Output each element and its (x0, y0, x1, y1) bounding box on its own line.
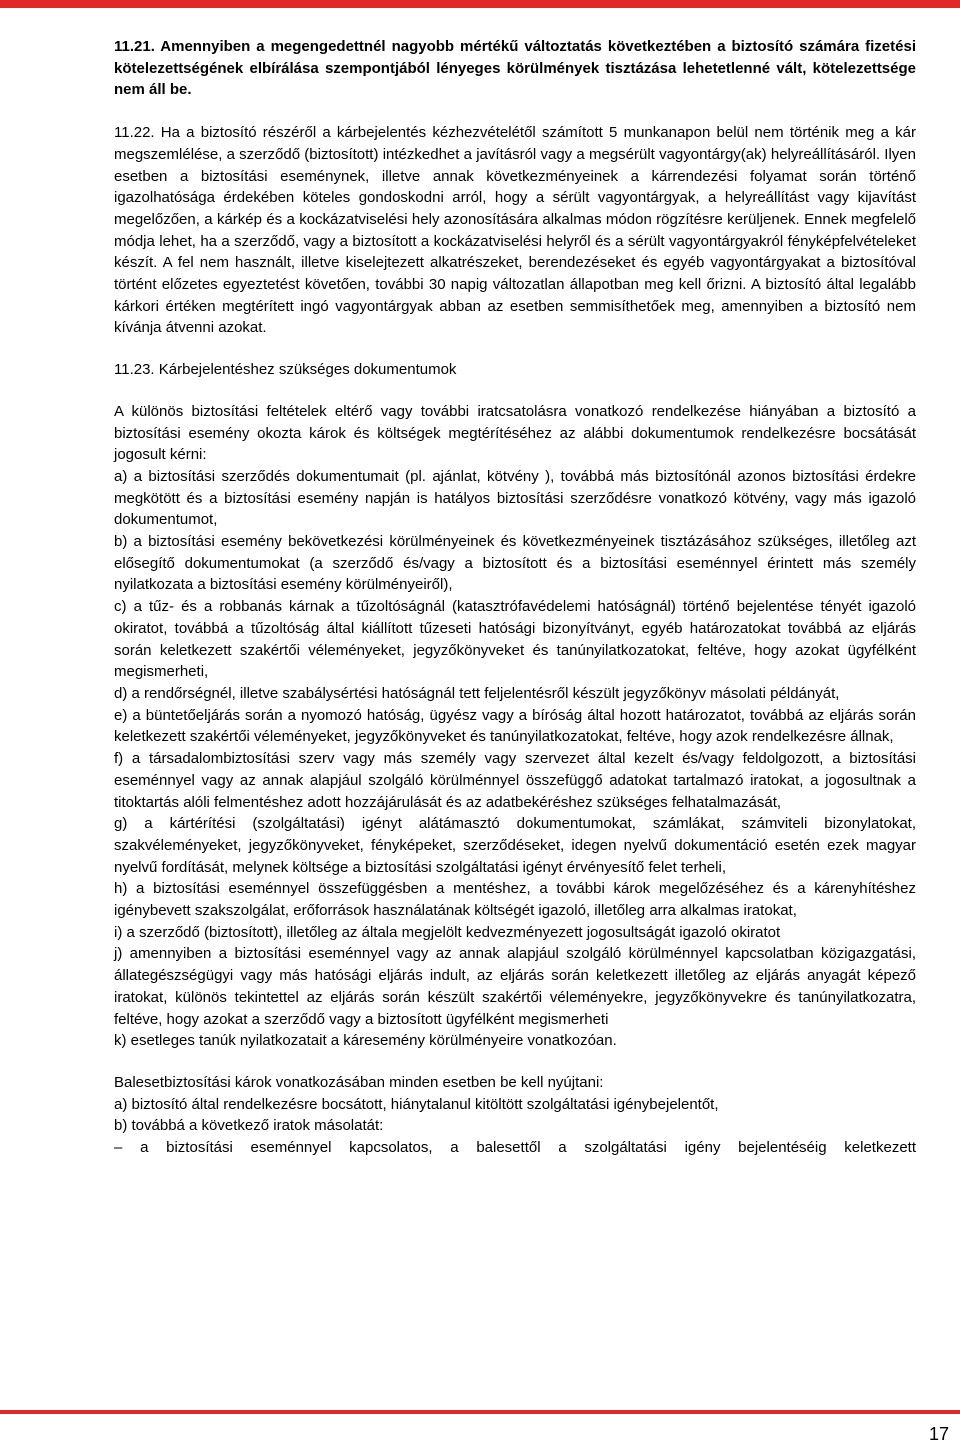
accident-list-item-a: a) biztosító által rendelkezésre bocsátott, hiánytalanul kitöltött szolgáltatási igénybejelentőt, (114, 1095, 719, 1113)
document-list-item-h: h) a biztosítási eseménnyel összefüggésben a mentéshez, a további károk megelőzéséhez és a kárenyhítéshez igénybevett szakszolgálat, erőforrások használatának költségét igazoló, illetőleg arra alkalmas iratokat, (114, 880, 916, 920)
page-number: 17 (928, 1424, 949, 1444)
accident-section-intro: Balesetbiztosítási károk vonatkozásában minden esetben be kell nyújtani: (114, 1073, 604, 1091)
document-list-item-k: k) esetleges tanúk nyilatkozatait a káresemény körülményeire vonatkozóan. (114, 1032, 617, 1050)
document-list-item-a: a) a biztosítási szerződés dokumentumait (pl. ajánlat, kötvény ), továbbá más biztosítónál azonos biztosítási érdekre megkötött és a biztosítási esemény napján is hatályos biztosítási szerződésre vonatkozó kötvény, vagy más igazoló dokumentumot, (114, 467, 916, 529)
document-list-item-c: c) a tűz- és a robbanás kárnak a tűzoltóságnál (katasztrófavédelemi hatóságnál) történő bejelentése tényét igazoló okiratot, továbbá a tűzoltóság által kiállított tűzeseti hatósági bizonyítványt, egyéb határozatokat továbbá az eljárás során keletkezett szakértői véleményeket, jegyzőkönyveket és tanúnyilatkozatokat, feltéve, hogy azokat ügyfélként megismerheti, (114, 598, 916, 681)
footer-rule (0, 1410, 960, 1414)
section-11-23-title: 11.23. Kárbejelentéshez szükséges dokumentumok (114, 361, 457, 379)
document-list-item-f: f) a társadalombiztosítási szerv vagy más személy vagy szervezet által kezelt és/vagy feldolgozott, a biztosítási eseménnyel vagy az annak alapjául szolgáló körülménnyel összefüggő adatokat tartalmazó iratokat, a jogosultnak a titoktartás alóli felmentéshez adott hozzájárulását és az adatbekéréshez szükséges felhatalmazását, (114, 750, 916, 811)
document-list-item-b: b) a biztosítási esemény bekövetkezési körülményeinek és következményeinek tisztázásához szükséges, illetőleg azt elősegítő dokumentumokat (a szerződő és/vagy a biztosított és a biztosítási eseménnyel érintett más személy nyilatkozata a biztosítási esemény körülményeiről), (114, 533, 916, 594)
document-list-item-j: j) amennyiben a biztosítási eseménnyel vagy az annak alapjául szolgáló körülménnyel kapcsolatban közigazgatási, állategészségügyi vagy más hatósági eljárás indult, az eljárás során keletkezett illetőleg az eljárás anyagát képező iratokat, különös tekintettel az eljárás során készült szakértői véleményekre, jegyzőkönyvekre és tanúnyilatkozatra, feltéve, hogy azokat a szerződő vagy a biztosított ügyfélként megismerheti (114, 945, 916, 1028)
section-11-22: 11.22. Ha a biztosító részéről a kárbejelentés kézhezvételétől számított 5 munkanapon belül nem történik meg a kár megszemlélése, a szerződő (biztosított) intézkedhet a javításról vagy a megsérült vagyontárgy(ak) helyreállításáról. Ilyen esetben a biztosítási eseménynek, illetve annak következményeinek a kárrendezési folyamat során történő igazolhatósága érdekében köteles gondoskodni arról, hogy a sérült vagyontárgyak, a helyreállítást vagy kijavítást megelőzően, a kárkép és a kockázatviselési hely azonosítására alkalmas módon rögzítésre kerüljenek. Ennek megfelelő módja lehet, ha a szerződő, vagy a biztosított a kockázatviselési helyről és a sérült vagyontárgyakról fényképfelvételeket készít. A fel nem használt, illetve kiselejtezett alkatrészeket, berendezéseket és egyéb vagyontárgyakat a biztosítóval történt előzetes egyeztetést követően, további 30 napig változatlan állapotban meg kell őrizni. A biztosító által legalább kárkori értéken megtérített ingó vagyontárgyak abban az esetben semmisíthetőek meg, amennyiben a biztosító nem kívánja átvenni azokat. (114, 124, 916, 337)
section-11-23-intro: A különös biztosítási feltételek eltérő vagy további iratcsatolásra vonatkozó rendelkezése hiányában a biztosító a biztosítási esemény okozta károk és költségek megtérítéséhez az alábbi dokumentumok rendelkezésre bocsátását jogosult kérni: (114, 402, 916, 464)
document-list-item-g: g) a kártérítési (szolgáltatási) igényt alátámasztó dokumentumokat, számlákat, számviteli bizonylatokat, szakvéleményeket, jegyzőkönyveket, fényképeket, szerződéseket, idegen nyelvű dokumentáció esetén ezek magyar nyelvű fordítását, melynek költsége a biztosítási szolgáltatási igényt érvényesítő felet terheli, (114, 815, 916, 876)
accident-dash-item: – a biztosítási eseménnyel kapcsolatos, a balesettől a szolgáltatási igény bejelentéséig keletkezett (114, 1139, 916, 1157)
accident-list-item-b: b) továbbá a következő iratok másolatát: (114, 1117, 384, 1135)
document-list-item-e: e) a büntetőeljárás során a nyomozó hatóság, ügyész vagy a bíróság által hozott határozatot, továbbá az eljárás során keletkezett szakértői véleményeket, jegyzőkönyveket és tanúnyilatkozatokat, feltéve, hogy azok rendelkezésre állnak, (114, 706, 916, 746)
document-list-item-d: d) a rendőrségnél, illetve szabálysértési hatóságnál tett feljelentésről készült jegyzőkönyv másolati példányát, (114, 684, 840, 702)
header-rule (0, 0, 960, 8)
section-11-21: 11.21. Amennyiben a megengedettnél nagyobb mértékű változtatás következtében a biztosító számára fizetési kötelezettségének elbírálása szempontjából lényeges körülmények tisztázása lehetetlenné vált, kötelezettsége nem áll be. (114, 38, 916, 99)
document-body (114, 36, 916, 1159)
document-list-item-i: i) a szerződő (biztosított), illetőleg az általa megjelölt kedvezményezett jogosultságát igazoló okiratot (114, 923, 781, 941)
